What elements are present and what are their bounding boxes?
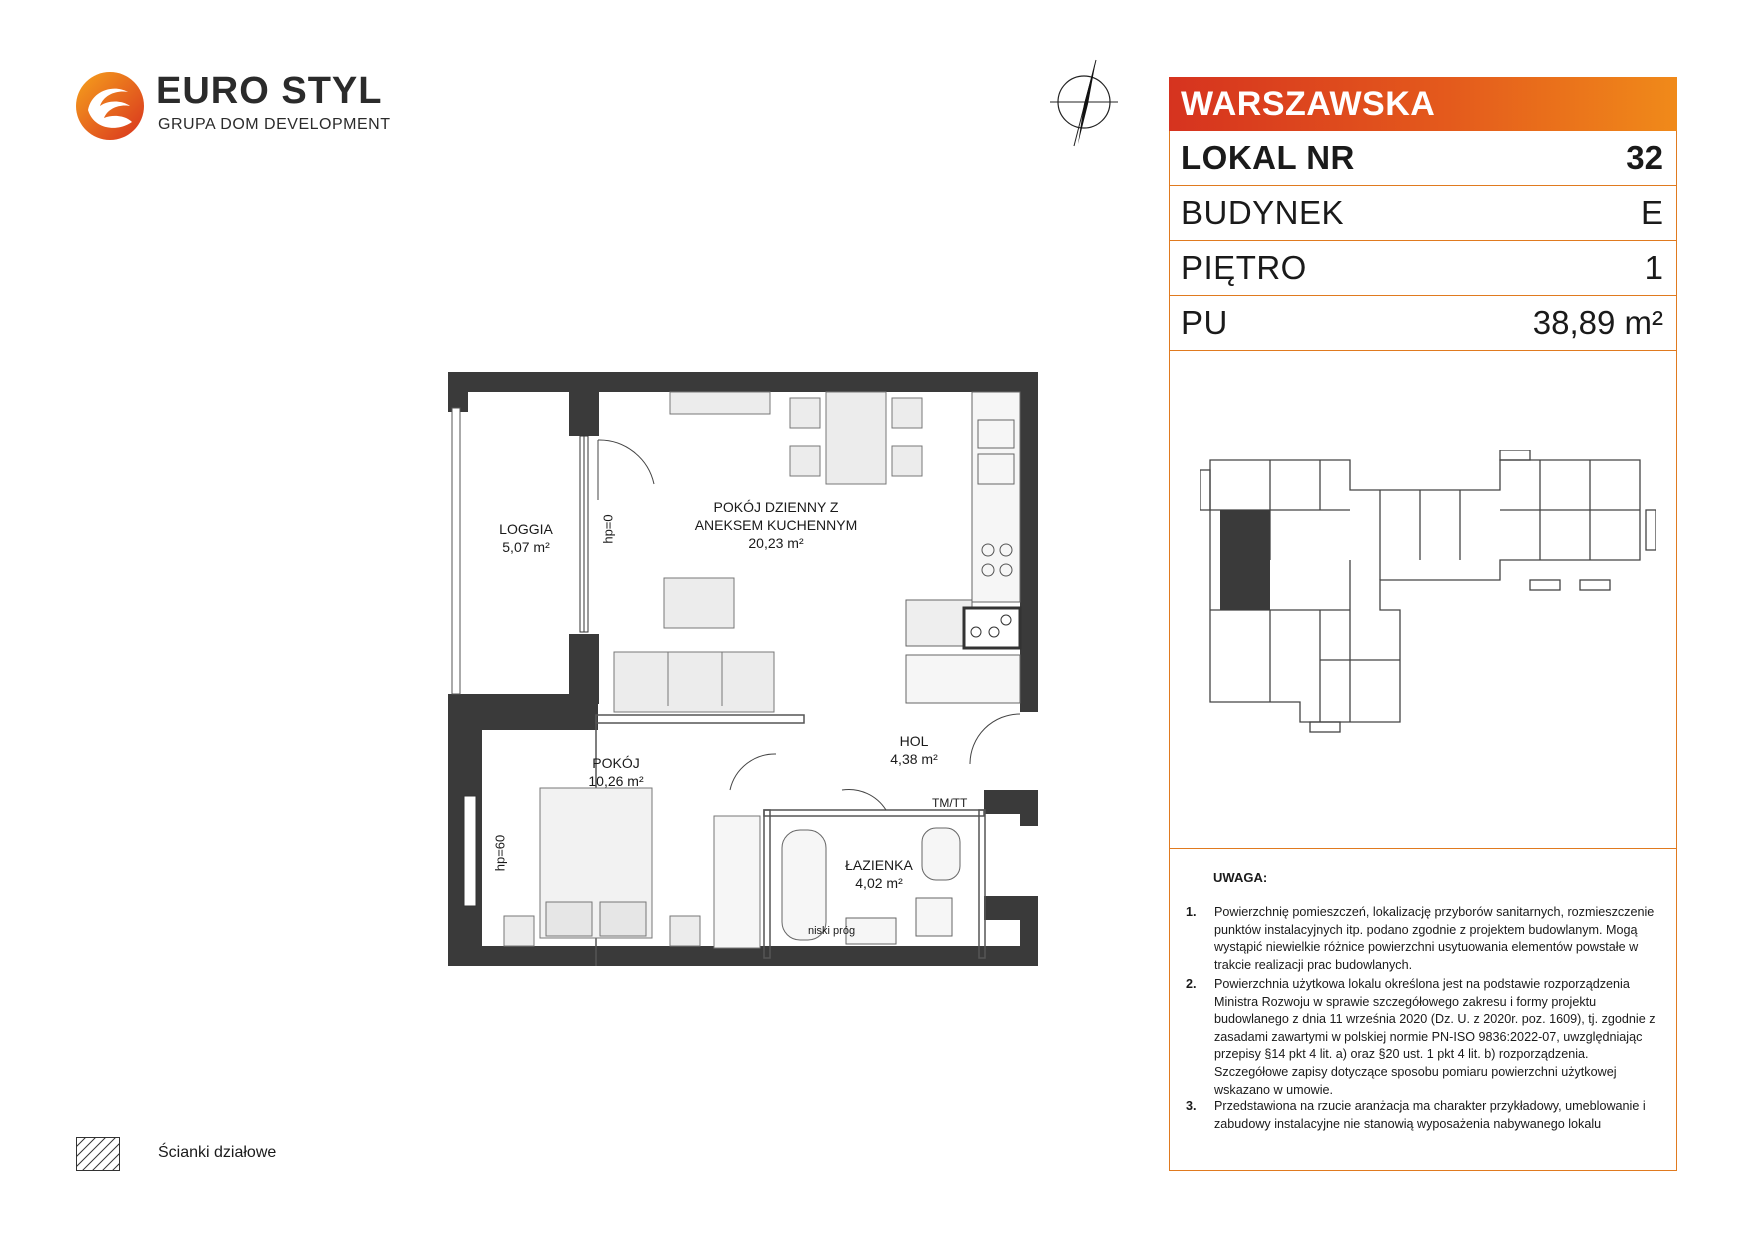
brand-subtitle: GRUPA DOM DEVELOPMENT <box>158 116 391 133</box>
area-value: 38,89 m² <box>1532 304 1663 341</box>
loggia-name: LOGGIA <box>499 521 553 537</box>
euro-styl-logo-icon <box>74 70 146 142</box>
loggia-area: 5,07 m² <box>502 539 550 555</box>
highlighted-unit-marker <box>1220 510 1270 610</box>
bedroom-area: 10,26 m² <box>588 773 644 789</box>
brand-name: EURO STYL <box>156 70 383 112</box>
building-label: BUDYNEK <box>1181 194 1345 231</box>
note-item-3 <box>1186 1098 1666 1133</box>
info-row-floor <box>1169 241 1677 296</box>
floor-value: 1 <box>1644 249 1663 286</box>
low-threshold-label: niski próg <box>808 925 856 937</box>
bathroom-area: 4,02 m² <box>855 875 903 891</box>
bathroom-name: ŁAZIENKA <box>845 857 913 873</box>
note-number: 3. <box>1186 1099 1197 1113</box>
building-value: E <box>1640 194 1663 231</box>
note-number: 2. <box>1186 977 1197 991</box>
hatch-legend-icon <box>76 1137 120 1171</box>
room-label-bedroom <box>576 754 656 790</box>
room-label-loggia <box>486 520 566 556</box>
sill-hp60: hp=60 <box>492 834 508 872</box>
note-number: 1. <box>1186 905 1197 919</box>
room-label-hall <box>874 732 954 768</box>
apartment-floor-plan <box>446 370 1046 970</box>
note-item-2 <box>1186 976 1666 1099</box>
info-row-area <box>1169 296 1677 351</box>
note-text: Przedstawiona na rzucie aranżacja ma charakter przykładowy, umeblowanie i zabudowy instalacyjne nie stanowią wyposażenia nabywanego lokalu <box>1214 1099 1646 1131</box>
room-label-living <box>686 498 866 552</box>
notes-heading: UWAGA: <box>1213 870 1268 885</box>
hall-area: 4,38 m² <box>890 751 938 767</box>
living-name-line2: ANEKSEM KUCHENNYM <box>694 517 858 533</box>
hall-name: HOL <box>899 733 929 749</box>
building-site-plan <box>1200 450 1656 752</box>
legend-label: Ścianki działowe <box>158 1144 277 1161</box>
note-item-1 <box>1186 904 1666 974</box>
area-label: PU <box>1181 304 1228 341</box>
info-row-building <box>1169 186 1677 241</box>
note-text: Powierzchnia użytkowa lokalu określona jest na podstawie rozporządzenia Ministra Rozwoju w sprawie szczegółowego zakresu i formy projektu budowlanego z dnia 11 września 2020 (Dz. U. z 2020r. poz. 1609), tj. zgodnie z zasadami zawartymi w polskiej normie PN-ISO 9836:2022-07, uwzględniając przepisy §14 pkt 4 lit. a) oraz §20 ust. 1 pkt 4 lit. b) rozporządzenia. Szczegółowe zapisy dotyczące sposobu pomiaru powierzchni użytkowej wskazano w umowie. <box>1214 977 1656 1097</box>
note-text: Powierzchnię pomieszczeń, lokalizację przyborów sanitarnych, rozmieszczenie punktów instalacyjnych itp. podano zgodnie z projektem budowlanym. Mogą wystąpić niewielkie różnice powierzchni usytuowania elementów powstałe w trakcie realizacji prac budowlanych. <box>1214 905 1655 972</box>
threshold-hp0: hp=0 <box>600 514 616 544</box>
living-name-line1: POKÓJ DZIENNY Z <box>713 499 839 515</box>
floor-plan-drawing <box>446 370 1046 970</box>
project-title: WARSZAWSKA <box>1169 77 1677 131</box>
info-row-unit <box>1169 131 1677 186</box>
unit-label: LOKAL NR <box>1181 139 1355 176</box>
compass-north-icon <box>1046 58 1126 148</box>
living-area: 20,23 m² <box>748 535 804 551</box>
tmtt-label: TM/TT <box>932 796 968 810</box>
notes-separator <box>1169 848 1677 849</box>
floor-label: PIĘTRO <box>1181 249 1307 286</box>
unit-value: 32 <box>1626 139 1663 176</box>
bedroom-name: POKÓJ <box>592 755 640 771</box>
room-label-bathroom <box>834 856 924 892</box>
